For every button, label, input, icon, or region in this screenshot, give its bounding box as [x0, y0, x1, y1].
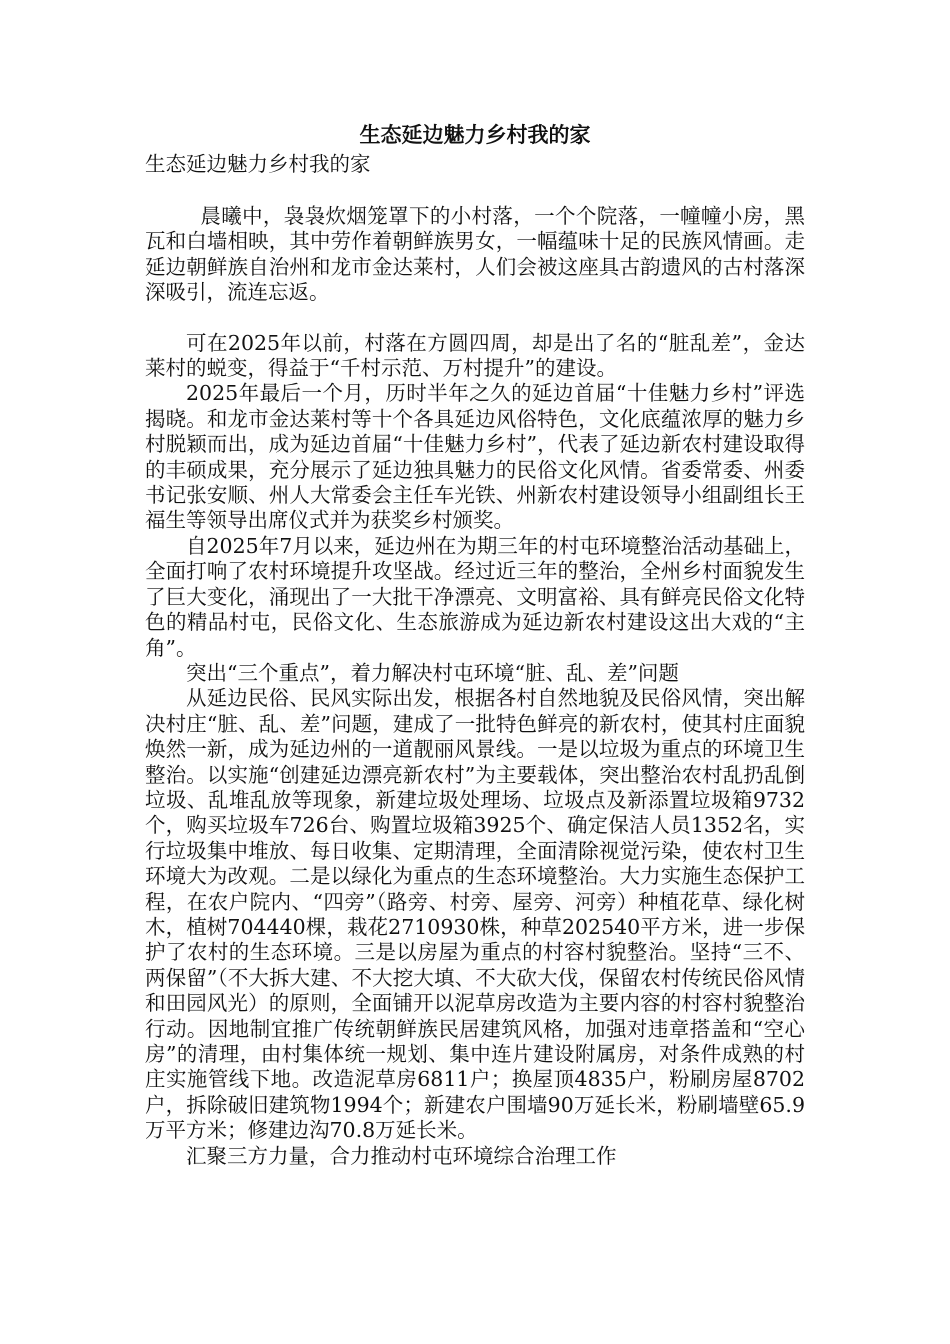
paragraph-gap	[145, 306, 805, 331]
section-heading-three-focus: 突出“三个重点”，着力解决村屯环境“脏、乱、差”问题	[186, 660, 679, 685]
paragraph-remediation: 从延边民俗、民风实际出发，根据各村自然地貌及民俗风情，突出解决村庄“脏、乱、差”问题，建成了一批特色鲜亮的新农村，使其村庄面貌焕然一新，成为延边州的一道靓丽风景线。一是以垃圾为重点的环境卫生整治。以实施“创建延边漂亮新农村”为主要载体，突出整治农村乱扔乱倒垃圾、乱堆乱放等现象，新建垃圾处理场、垃圾点及新添置垃圾箱9732个，购买垃圾车726台、购置垃圾箱3925个、确定保洁人员1352名，实行垃圾集中堆放、每日收集、定期清理，全面清除视觉污染，使农村卫生环境大为改观。二是以绿化为重点的生态环境整治。大力实施生态保护工程，在农户院内、“四旁”（路旁、村旁、屋旁、河旁）种植花草、绿化树木，植树704440棵，栽花2710930株，种草202540平方米，进一步保护了农村的生态环境。三是以房屋为重点的村容村貌整治。坚持“三不、两保留”（不大拆大建、不大挖大填、不大砍大伐，保留农村传统民俗风情和田园风光）的原则，全面铺开以泥草房改造为主要内容的村容村貌整治行动。因地制宜推广传统朝鲜族民居建筑风格，加强对违章搭盖和“空心房”的清理，由村集体统一规划、集中连片建设附属房，对条件成熟的村庄实施管线下地。改造泥草房6811户；换屋顶4835户，粉刷房屋8702户，拆除破旧建筑物1994个；新建农户围墙90万延长米，粉刷墙壁65.9万平方米；修建边沟70.8万延长米。	[145, 686, 805, 1143]
paragraph-campaign: 自2025年7月以来，延边州在为期三年的村屯环境整治活动基础上，全面打响了农村环境提升攻坚战。经过近三年的整治，全州乡村面貌发生了巨大变化，涌现出了一大批干净漂亮、文明富裕、具有鲜亮民俗文化特色的精品村屯，民俗文化、生态旅游成为延边新农村建设这出大戏的“主角”。	[145, 533, 805, 660]
document-page	[145, 120, 805, 1169]
paragraph-intro: 晨曦中，袅袅炊烟笼罩下的小村落，一个个院落，一幢幢小房，黑瓦和白墙相映，其中劳作着朝鲜族男女，一幅蕴味十足的民族风情画。走延边朝鲜族自治州和龙市金达莱村，人们会被这座具古韵遗风的古村落深深吸引，流连忘返。	[145, 204, 805, 305]
section-heading-three-forces: 汇聚三方力量，合力推动村屯环境综合治理工作	[186, 1143, 617, 1168]
document-subtitle: 生态延边魅力乡村我的家	[145, 152, 371, 176]
document-title: 生态延边魅力乡村我的家	[359, 122, 591, 147]
paragraph-selection: 2025年最后一个月，历时半年之久的延边首届“十佳魅力乡村”评选揭晓。和龙市金达莱村等十个各具延边风俗特色，文化底蕴浓厚的魅力乡村脱颖而出，成为延边首届“十佳魅力乡村”，代表了延边新农村建设取得的丰硕成果，充分展示了延边独具魅力的民俗文化风情。省委常委、州委书记张安顺、州人大常委会主任车光铁、州新农村建设领导小组副组长王福生等领导出席仪式并为获奖乡村颁奖。	[145, 381, 805, 533]
paragraph-transformation: 可在2025年以前，村落在方圆四周，却是出了名的“脏乱差”，金达莱村的蜕变，得益于“千村示范、万村提升”的建设。	[145, 330, 805, 381]
